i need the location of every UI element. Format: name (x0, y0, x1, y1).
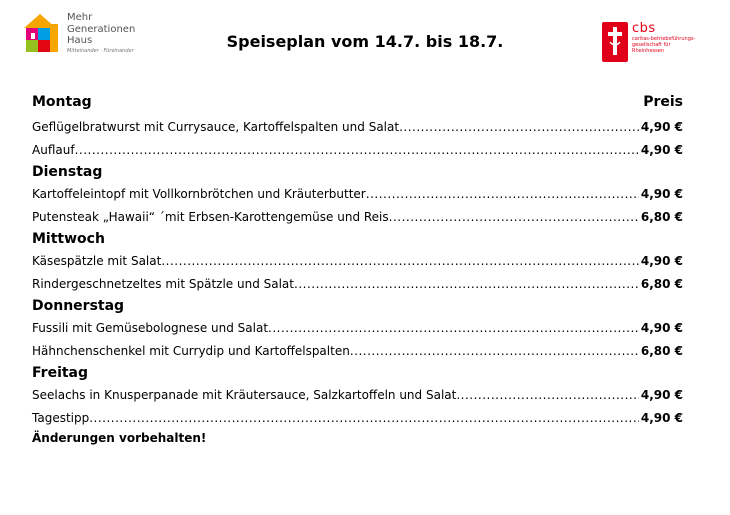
menu-item (32, 250, 683, 273)
day-heading-row (32, 161, 683, 183)
menu-item (32, 183, 683, 206)
menu-item-name: Kartoffeleintopf mit Vollkornbrötchen und Kräuterbutter (32, 187, 366, 201)
menu-item-name: Geflügelbratwurst mit Currysauce, Kartoffelspalten und Salat (32, 120, 400, 134)
price-column-header: Preis (643, 94, 683, 110)
day-heading-tuesday: Dienstag (32, 164, 103, 180)
cbs-brand: cbs (632, 21, 656, 36)
dot-leader (456, 384, 639, 406)
menu-item-name: Auflauf (32, 142, 75, 157)
cbs-sub-line-1: caritas-betriebsführungs- (632, 36, 696, 42)
menu-item-name: Fussili mit Gemüsebolognese und Salat (32, 321, 269, 335)
menu-item-name: Käsespätzle mit Salat (32, 254, 162, 268)
menu-item-price: 4,90 € (640, 388, 683, 402)
menu-header-row (32, 94, 683, 116)
dot-leader (294, 273, 639, 295)
menu-item-price: 6,80 € (640, 276, 683, 291)
menu-item (32, 384, 683, 407)
menu-item-price: 4,90 € (640, 187, 683, 201)
day-heading-monday: Montag (32, 94, 92, 110)
cbs-subtitle (632, 36, 712, 54)
dot-leader (350, 340, 639, 362)
menu-item (32, 206, 683, 229)
menu-item-price: 6,80 € (640, 343, 683, 358)
cbs-caritas-logo (602, 22, 712, 66)
day-heading-row (32, 362, 683, 384)
menu-item (32, 273, 683, 296)
menu-item (32, 139, 683, 162)
page-title: Speiseplan vom 14.7. bis 18.7. (226, 32, 504, 51)
menu-item-price: 4,90 € (640, 321, 683, 335)
day-heading-row (32, 228, 683, 250)
day-heading-wednesday: Mittwoch (32, 231, 105, 247)
changes-reserved-note: Änderungen vorbehalten! (32, 431, 207, 445)
dot-leader (161, 250, 639, 272)
menu-item-price: 4,90 € (640, 142, 683, 157)
menu-item-price: 4,90 € (640, 410, 683, 425)
menu-item-name: Hähnchenschenkel mit Currydip und Kartoffelspalten (32, 343, 350, 358)
menu-item (32, 340, 683, 363)
menu-item (32, 317, 683, 340)
cbs-sub-line-3: Rheinhessen (632, 48, 664, 54)
menu-item (32, 116, 683, 139)
dot-leader (389, 206, 639, 228)
menu-item-name: Putensteak „Hawaii“ ´mit Erbsen-Karottengemüse und Reis (32, 209, 389, 224)
logo-subline: Mitteinander · Füreinander (67, 48, 134, 54)
dot-leader (89, 407, 639, 429)
dot-leader (366, 183, 639, 205)
logo-line-2: Generationen (67, 23, 136, 35)
menu-item-name: Tagestipp (32, 410, 90, 425)
dot-leader (268, 317, 639, 339)
menu-item-price: 6,80 € (640, 209, 683, 224)
menu-list (32, 94, 683, 445)
menu-item-price: 4,90 € (640, 254, 683, 268)
menu-item (32, 407, 683, 430)
caritas-cross-icon (602, 22, 628, 62)
logo-line-3: Haus (67, 35, 93, 46)
day-heading-thursday: Donnerstag (32, 298, 125, 314)
dot-leader (75, 139, 639, 161)
menu-item-name: Rindergeschnetzeltes mit Spätzle und Salat (32, 276, 294, 291)
menu-item-name: Seelachs in Knusperpanade mit Kräutersauce, Salzkartoffeln und Salat (32, 388, 457, 402)
cbs-sub-line-2: gesellschaft für (632, 42, 671, 48)
day-heading-row (32, 295, 683, 317)
logo-line-1: Mehr (67, 12, 93, 23)
dot-leader (399, 116, 639, 138)
menu-item-price: 4,90 € (640, 120, 683, 134)
day-heading-friday: Freitag (32, 365, 89, 381)
